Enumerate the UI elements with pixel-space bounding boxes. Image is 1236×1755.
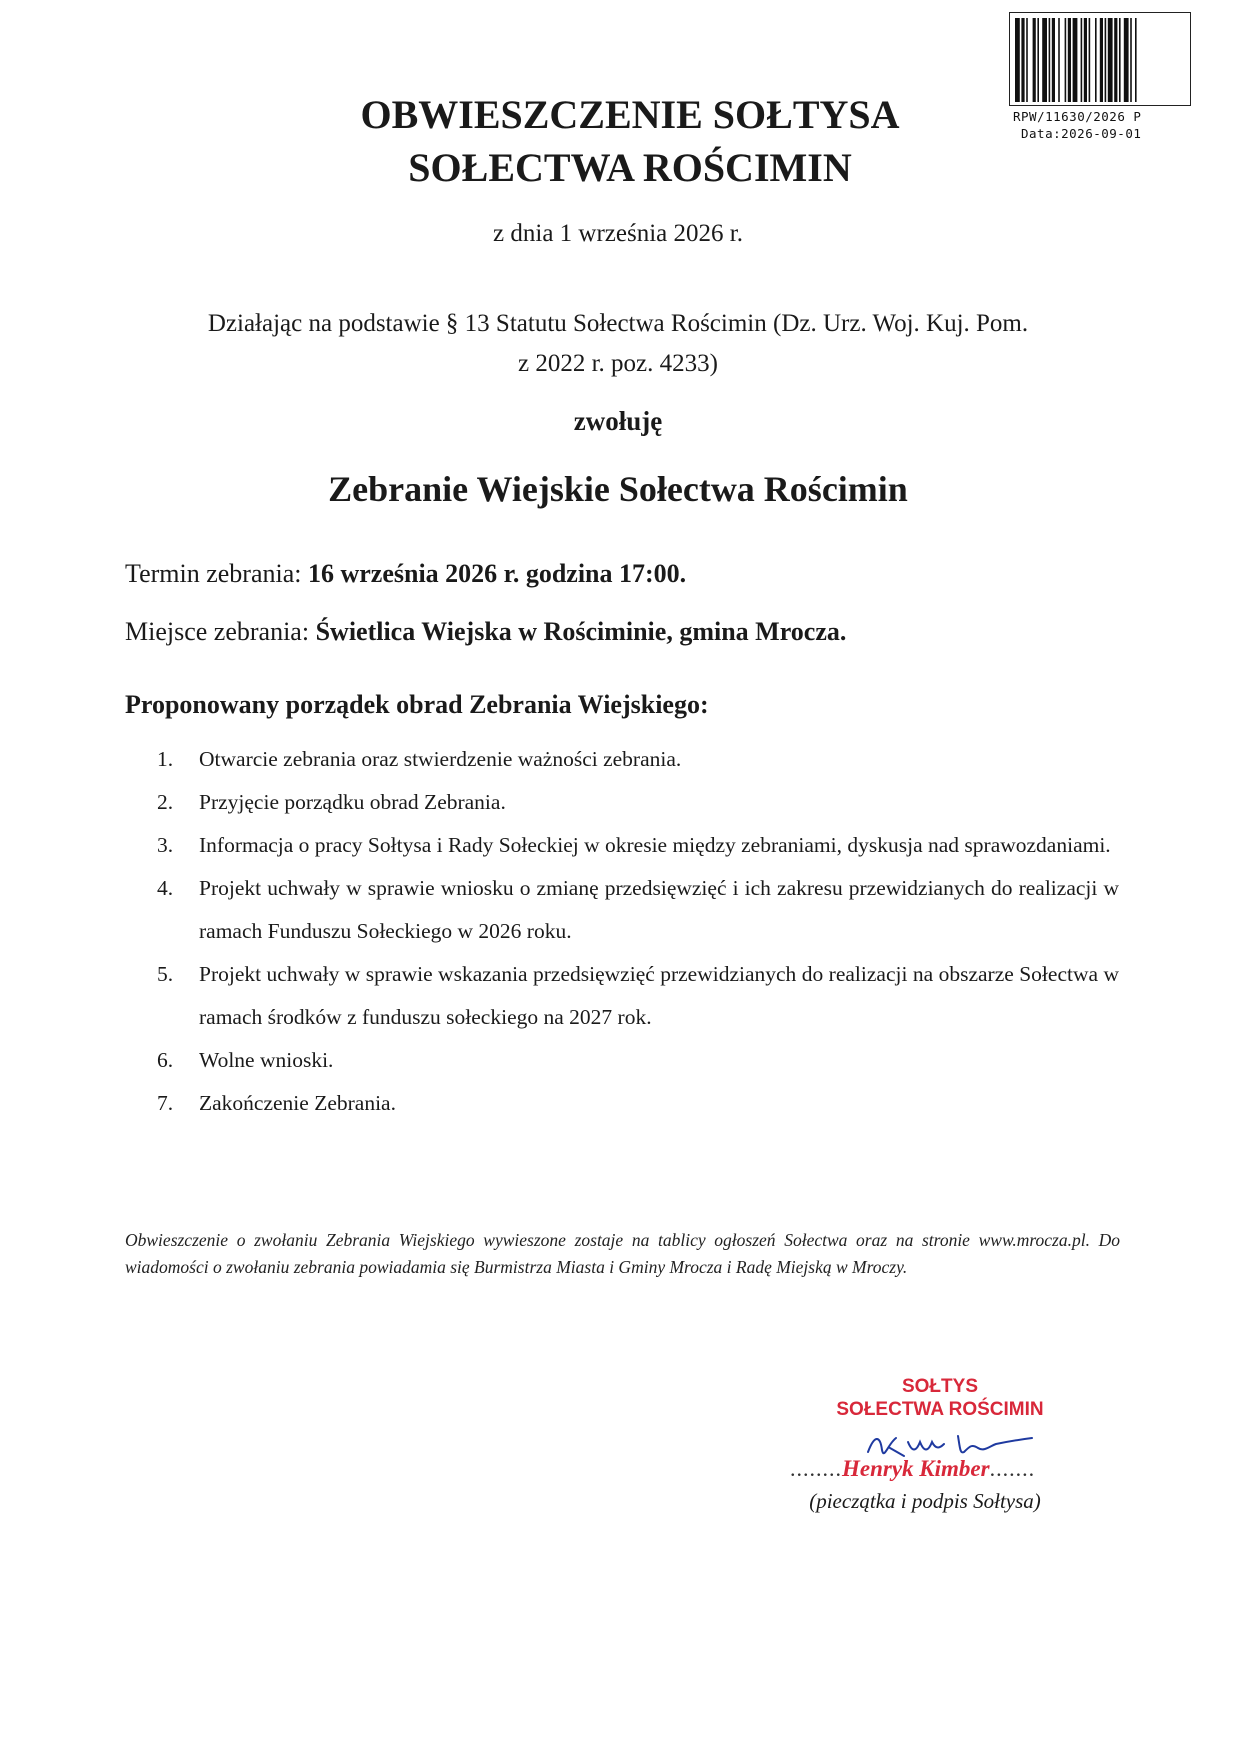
meeting-title: Zebranie Wiejskie Sołectwa Rościmin [328, 469, 908, 509]
agenda-item [157, 738, 1119, 781]
signer-name: Henryk Kimber [842, 1456, 990, 1481]
barcode-bar [1073, 18, 1078, 102]
place-label: Miejsce zebrania: [125, 617, 310, 646]
term-label: Termin zebrania: [125, 559, 302, 588]
official-stamp [790, 1375, 1090, 1421]
agenda-item [157, 781, 1119, 824]
legal-basis [130, 304, 1106, 384]
barcode-bar [1042, 18, 1047, 102]
agenda-item-number: 6. [157, 1048, 174, 1072]
document-title [220, 88, 1040, 194]
agenda-item [157, 824, 1119, 867]
agenda-item [157, 1039, 1119, 1082]
agenda-item [157, 1082, 1119, 1125]
barcode-bar [1065, 18, 1067, 102]
document-date: z dnia 1 września 2026 r. [493, 220, 743, 247]
agenda-item-text: Zakończenie Zebrania. [199, 1091, 396, 1115]
agenda-title: Proponowany porządek obrad Zebrania Wiejskiego: [125, 690, 709, 719]
barcode-bar [1084, 18, 1087, 102]
agenda-list [157, 738, 1119, 1125]
legal-basis-line-2: z 2022 r. poz. 4233) [518, 350, 718, 377]
call-word: zwołuję [573, 406, 663, 436]
agenda-item-text: Wolne wnioski. [199, 1048, 334, 1072]
registry-date: Data:2026-09-01 [1021, 126, 1142, 141]
agenda-item-number: 7. [157, 1091, 174, 1115]
agenda-item-number: 1. [157, 747, 174, 771]
stamp-line-1: SOŁTYS [901, 1376, 978, 1397]
term-value: 16 września 2026 r. godzina 17:00. [307, 559, 687, 588]
agenda-item-text: Otwarcie zebrania oraz stwierdzenie ważności zebrania. [199, 747, 682, 771]
barcode-bar [1124, 18, 1129, 102]
publication-note: Obwieszczenie o zwołaniu Zebrania Wiejskiego wywieszone zostaje na tablicy ogłoszeń Sołectwa oraz na stronie www.mrocza.pl. Do wiadomości o zwołaniu zebrania powiadamia się Burmistrza Miasta i Gminy Mrocza i Radę Miejską w Mroczy. [125, 1230, 1120, 1277]
meeting-place [125, 616, 846, 648]
signature-dots-left: ........ [790, 1456, 842, 1481]
barcode-bar [1119, 18, 1121, 102]
stamp-line-2: SOŁECTWA ROŚCIMIN [836, 1399, 1044, 1420]
barcode-bar [1135, 18, 1137, 102]
signature-caption: (pieczątka i podpis Sołtysa) [809, 1489, 1041, 1513]
barcode-bar [1068, 18, 1071, 102]
barcode-bar [1052, 18, 1055, 102]
barcode-bar [1108, 18, 1113, 102]
title-line-2: SOŁECTWA ROŚCIMIN [408, 145, 852, 190]
agenda-item-text: Projekt uchwały w sprawie wniosku o zmianę przedsięwzięć i ich zakresu przewidzianych do realizacji w ramach Funduszu Sołeckiego w 2026 roku. [199, 876, 1119, 943]
barcode-bar [1100, 18, 1103, 102]
agenda-item [157, 953, 1119, 1039]
registry-number: RPW/11630/2026 P [1013, 109, 1142, 124]
barcode-bar [1089, 18, 1091, 102]
agenda-item-number: 3. [157, 833, 174, 857]
barcode-bar [1058, 18, 1060, 102]
title-line-1: OBWIESZCZENIE SOŁTYSA [360, 92, 900, 137]
legal-basis-line-1: Działając na podstawie § 13 Statutu Sołectwa Rościmin (Dz. Urz. Woj. Kuj. Pom. [207, 310, 1029, 337]
agenda-item-number: 2. [157, 790, 174, 814]
agenda-item-number: 4. [157, 876, 174, 900]
signature-dots-right: ....... [989, 1456, 1036, 1481]
agenda-item-text: Informacja o pracy Sołtysa i Rady Sołeckiej w okresie między zebraniami, dyskusja nad sprawozdaniami. [199, 833, 1111, 857]
barcode-bar [1081, 18, 1083, 102]
place-value: Świetlica Wiejska w Rościminie, gmina Mrocza. [315, 617, 847, 646]
barcode-bar [1095, 18, 1097, 102]
agenda-item-number: 5. [157, 962, 174, 986]
meeting-term [125, 558, 686, 590]
signature-line [790, 1454, 1070, 1484]
agenda-item-text: Przyjęcie porządku obrad Zebrania. [199, 790, 506, 814]
barcode-bar [1130, 18, 1132, 102]
agenda-item [157, 867, 1119, 953]
agenda-item-text: Projekt uchwały w sprawie wskazania przedsięwzięć przewidzianych do realizacji na obszarze Sołectwa w ramach środków z funduszu sołeckiego na 2027 rok. [199, 962, 1119, 1029]
barcode-bar [1105, 18, 1107, 102]
barcode-bar [1114, 18, 1117, 102]
barcode-bar [1049, 18, 1051, 102]
